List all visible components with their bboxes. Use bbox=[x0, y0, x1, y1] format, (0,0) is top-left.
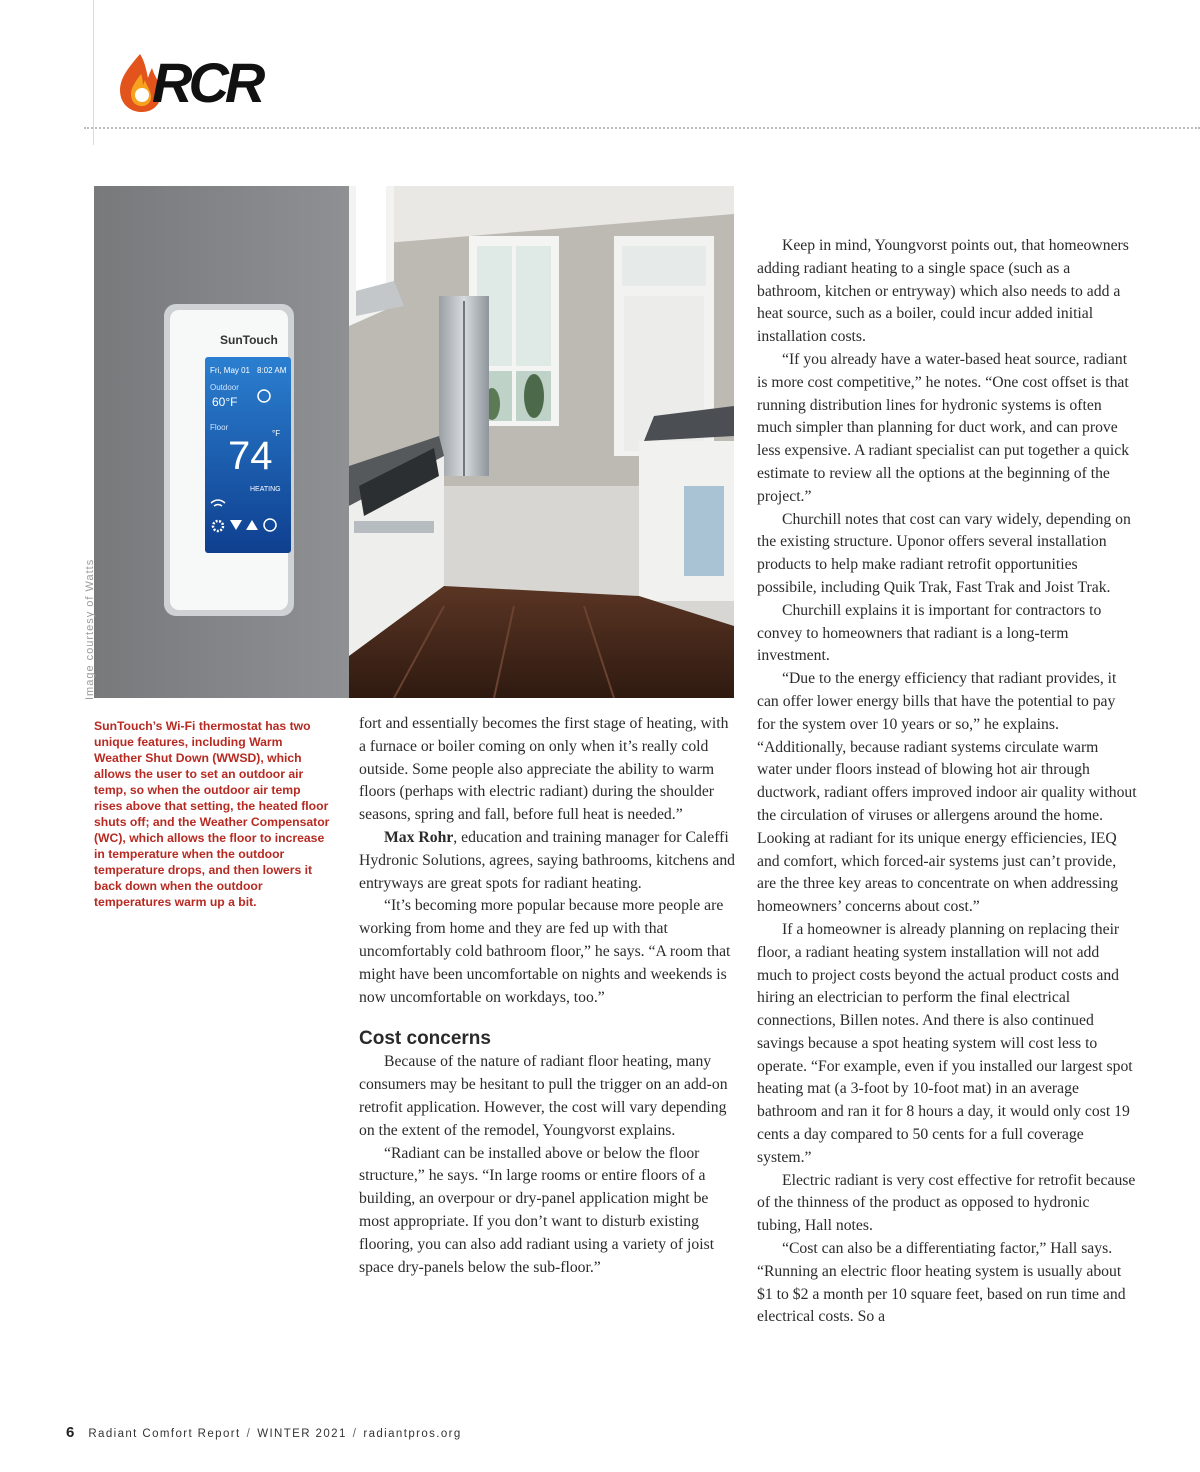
thermostat-outdoor-label: Outdoor bbox=[210, 383, 239, 392]
image-credit: Image courtesy of Watts bbox=[84, 558, 96, 700]
paragraph: “Due to the energy efficiency that radiant provides, it can offer lower energy bills that have the potential to pay for the system over 10 years or so,” he explains. “Additionally, because radiant systems circulate warm water under floors instead of blowing hot air through ductwork, radiant offers improved indoor air quality without the circulation of viruses or allergens around the home. Looking at radiant for its unique energy efficiencies, IEQ and comfort, which forced-air systems just can’t provide, are the three key areas to concentrate on when addressing homeowners’ concerns about cost.” bbox=[757, 670, 1137, 916]
header-divider bbox=[84, 127, 1200, 129]
photo-caption: SunTouch’s Wi-Fi thermostat has two unique features, including Warm Weather Shut Down (WWSD), which allows the user to set an outdoor air temp, so when the outdoor air temp rises above that setting, the heated floor shuts off; and the Weather Compensator (WC), which allows the floor to increase in temperature when the outdoor temperature drops, and then lowers it back down when the outdoor temperatures warm up a bit. bbox=[94, 719, 330, 909]
article-column-1 bbox=[359, 713, 737, 1279]
paragraph: fort and essentially becomes the first stage of heating, with a furnace or boiler coming on only when it’s really cold outside. Some people also appreciate the ability to warm floors (perhaps with electric radiant) during the shoulder seasons, spring and fall, before full heat is needed.” bbox=[359, 715, 729, 824]
kitchen-thermostat-photo bbox=[94, 186, 734, 698]
paragraph: “Cost can also be a differentiating factor,” Hall says. “Running an electric floor heating system is usually about $1 to $2 a month per 10 square feet, based on run time and electrical costs. So a bbox=[757, 1240, 1126, 1326]
header-rule bbox=[93, 0, 94, 145]
section-heading: Cost concerns bbox=[359, 1028, 491, 1050]
thermostat-time: 8:02 AM bbox=[257, 366, 287, 375]
website-link[interactable]: radiantpros.org bbox=[363, 1428, 462, 1440]
page-footer bbox=[66, 1424, 462, 1441]
paragraph: Churchill explains it is important for contractors to convey to homeowners that radiant is a long-term investment. bbox=[757, 601, 1102, 665]
thermostat-outdoor-temp: 60°F bbox=[212, 395, 238, 409]
thermostat-unit: °F bbox=[272, 429, 281, 438]
issue-label: WINTER 2021 bbox=[257, 1428, 347, 1440]
article-column-2 bbox=[757, 235, 1137, 1329]
thermostat-floor-temp: 74 bbox=[228, 434, 273, 478]
paragraph: Churchill notes that cost can vary widely, depending on the existing structure. Uponor offers several installation products to help make radiant retrofit opportunities possibile, including Quik Trak, Fast Trak and Joist Trak. bbox=[757, 510, 1131, 596]
paragraph: Max Rohr, education and training manager for Caleffi Hydronic Solutions, agrees, saying bathrooms, kitchens and entryways are great spots for radiant heating. bbox=[359, 828, 736, 892]
paragraph: “It’s becoming more popular because more people are working from home and they are fed up with that uncomfortably cold bathroom floor,” he says. “A room that might have been uncomfortable on nights and weekends is now uncomfortable on workdays, too.” bbox=[359, 897, 731, 1006]
rcr-logo bbox=[118, 52, 278, 114]
page-number: 6 bbox=[66, 1424, 75, 1441]
thermostat-mode: HEATING bbox=[250, 486, 281, 493]
person-name: Max Rohr bbox=[384, 828, 454, 846]
separator: / bbox=[246, 1428, 252, 1440]
paragraph: Keep in mind, Youngvorst points out, that homeowners adding radiant heating to a single space (such as a bathroom, kitchen or entryway) which also needs to add a heat source, such as a boiler, could incur added initial installation costs. bbox=[757, 237, 1129, 346]
paragraph: If a homeowner is already planning on replacing their floor, a radiant heating system installation will not add much to project costs beyond the actual product costs and hiring an electrician to perform the final electrical connections, Billen notes. And there is also continued savings because a spot heating system will cost less to operate. “For example, even if you installed our largest spot heating mat (a 3-foot by 10-foot mat) in an average bathroom and ran it for 8 hours a day, it would only cost 19 cents a day compared to 50 cents for a full coverage system.” bbox=[757, 920, 1133, 1166]
separator: / bbox=[352, 1428, 358, 1440]
logo-text: RCR bbox=[152, 51, 262, 114]
thermostat-date: Fri, May 01 bbox=[210, 366, 251, 375]
paragraph: Electric radiant is very cost effective for retrofit because of the thinness of the product as opposed to hydronic tubing, Hall notes. bbox=[757, 1171, 1136, 1235]
thermostat-floor-label: Floor bbox=[210, 423, 229, 432]
paragraph: Because of the nature of radiant floor heating, many consumers may be hesitant to pull the trigger on an add-on retrofit application. However, the cost will vary depending on the extent of the remodel, Youngvorst explains. bbox=[359, 1053, 728, 1139]
paragraph: “If you already have a water-based heat source, radiant is more cost competitive,” he notes. “One cost offset is that running distribution lines for hydronic systems is often much simpler than planning for duct work, and can prove less expensive. A radiant specialist can put together a quick estimate to review all the options at the beginning of the project.” bbox=[757, 350, 1130, 505]
paragraph: “Radiant can be installed above or below the floor structure,” he says. “In large rooms or entire floors of a building, an overpour or dry-panel application might be most appropriate. If you don’t want to disturb existing flooring, you can also add radiant using a variety of joist space dry-panels below the sub-floor.” bbox=[359, 1144, 715, 1276]
thermostat-brand-text: SunTouch bbox=[220, 333, 278, 347]
publication-name: Radiant Comfort Report bbox=[88, 1428, 241, 1440]
